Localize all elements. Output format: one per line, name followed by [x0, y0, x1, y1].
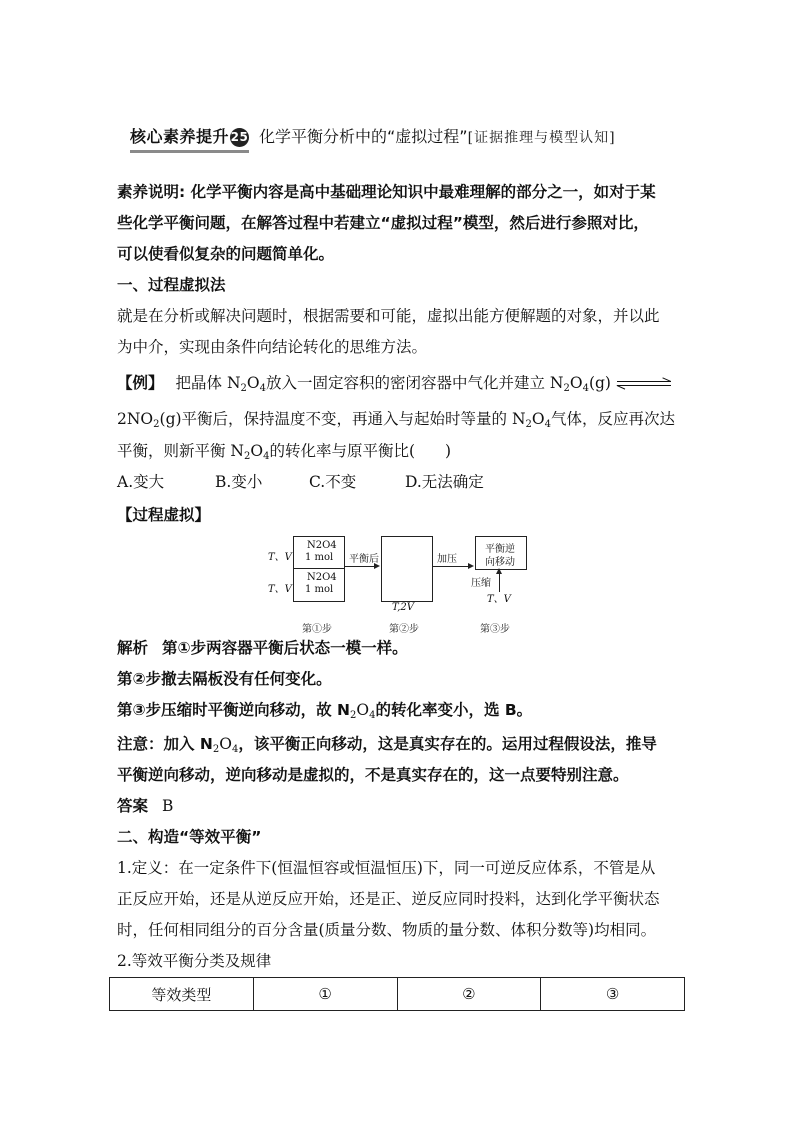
step3-container	[475, 536, 527, 570]
option-d: D.无法确定	[405, 473, 484, 491]
note-line-1: 注意：加入 $N_2O_4$，该平衡正向移动，这是真实存在的。运用过程假设法，推导	[117, 735, 657, 755]
step3-label: 第③步	[480, 624, 510, 635]
box1-bottom-formula: N2O4	[307, 572, 337, 583]
analysis-line-2: 第②步撤去隔板没有任何变化。	[117, 670, 332, 688]
table-header-cell: 等效类型	[110, 978, 254, 1011]
equilibrium-arrows-icon	[617, 377, 671, 391]
arrow1-head-icon	[374, 563, 380, 569]
option-c: C.不变	[309, 473, 357, 491]
analysis-line-1: 解析 第①步两容器平衡后状态一模一样。	[117, 639, 408, 657]
step1-label: 第①步	[302, 624, 332, 635]
step2-label: 第②步	[389, 624, 419, 635]
process-diagram	[265, 534, 535, 634]
intro-line-1: 素养说明: 化学平衡内容是高中基础理论知识中最难理解的部分之一，如对于某	[117, 183, 656, 201]
title-aux: [证据推理与模型认知]	[467, 130, 616, 146]
example-line-3: 平衡，则新平衡 $N_2O_4$的转化率与原平衡比( )	[117, 442, 452, 462]
arrow2-label: 加压	[437, 554, 457, 565]
tv-bottom-label: T、V	[268, 584, 292, 595]
example-line-1: 【例】 把晶体 $N_2O_4$放入一固定容积的密闭容器中气化并建立 $N_2O_4(g)$	[117, 368, 685, 399]
step1-container	[293, 536, 345, 602]
box3-line-2: 向移动	[485, 557, 515, 568]
arrow1-line	[345, 566, 375, 567]
table-header-cell: ③	[541, 978, 685, 1011]
arrow1-label: 平衡后	[349, 554, 379, 565]
process-label: 【过程虚拟】	[117, 506, 211, 524]
box1-bottom-amount: 1 mol	[305, 584, 334, 595]
box1-top-formula: N2O4	[307, 540, 337, 551]
analysis-line-3: 第③步压缩时平衡逆向移动，故 $N_2O_4$的转化率变小，选 B。	[117, 701, 533, 721]
example-options	[117, 467, 685, 498]
section1-line-1: 就是在分析或解决问题时，根据需要和可能，虚拟出能方便解题的对象，并以此	[117, 307, 660, 325]
compress-arrow-up-icon	[496, 568, 502, 574]
definition-line-1: 1.定义：在一定条件下(恒温恒容或恒温恒压)下，同一可逆反应体系，不管是从	[117, 859, 656, 877]
step2-container	[381, 536, 433, 602]
table-header-cell: ①	[253, 978, 397, 1011]
page-title	[130, 124, 690, 152]
example-line-2: $2NO_2(g)$平衡后，保持温度不变，再通入与起始时等量的 $N_2O_4$气体，反应再次达	[117, 410, 676, 430]
intro-line-2: 些化学平衡问题，在解答过程中若建立“虚拟过程”模型，然后进行参照对比，	[117, 214, 649, 232]
table-row	[110, 978, 685, 1011]
tv-top-label: T、V	[268, 552, 292, 563]
subsection-2-heading: 2.等效平衡分类及规律	[117, 952, 272, 970]
option-b: B.变小	[215, 473, 263, 491]
title-number-badge: 25	[230, 128, 249, 147]
title-main: 化学平衡分析中的“虚拟过程”	[259, 127, 468, 146]
arrow2-line	[433, 566, 469, 567]
title-tag: 核心素养提升 25	[130, 124, 249, 153]
box1-top-amount: 1 mol	[305, 552, 334, 563]
section1-heading: 一、过程虚拟法	[117, 276, 226, 294]
intro-line-3: 可以使看似复杂的问题简单化。	[117, 245, 335, 263]
compress-label: 压缩	[471, 578, 491, 589]
table-header-cell: ②	[397, 978, 541, 1011]
box3-line-1: 平衡逆	[485, 544, 515, 555]
equivalent-equilibrium-table	[109, 977, 685, 1011]
definition-line-2: 正反应开始，还是从逆反应开始，还是正、逆反应同时投料，达到化学平衡状态	[117, 890, 660, 908]
tv-right-label: T、V	[487, 594, 511, 605]
section2-heading: 二、构造“等效平衡”	[117, 828, 262, 846]
option-a: A.变大	[117, 473, 165, 491]
box2-label: T,2V	[392, 602, 414, 613]
definition-line-3: 时，任何相同组分的百分含量(质量分数、物质的量分数、体积分数等)均相同。	[117, 921, 657, 939]
answer-line: 答案 B	[117, 797, 174, 815]
note-line-2: 平衡逆向移动，逆向移动是虚拟的，不是真实存在的，这一点要特别注意。	[117, 766, 629, 784]
section1-line-2: 为中介，实现由条件向结论转化的思维方法。	[117, 338, 428, 356]
arrow2-head-icon	[468, 563, 474, 569]
